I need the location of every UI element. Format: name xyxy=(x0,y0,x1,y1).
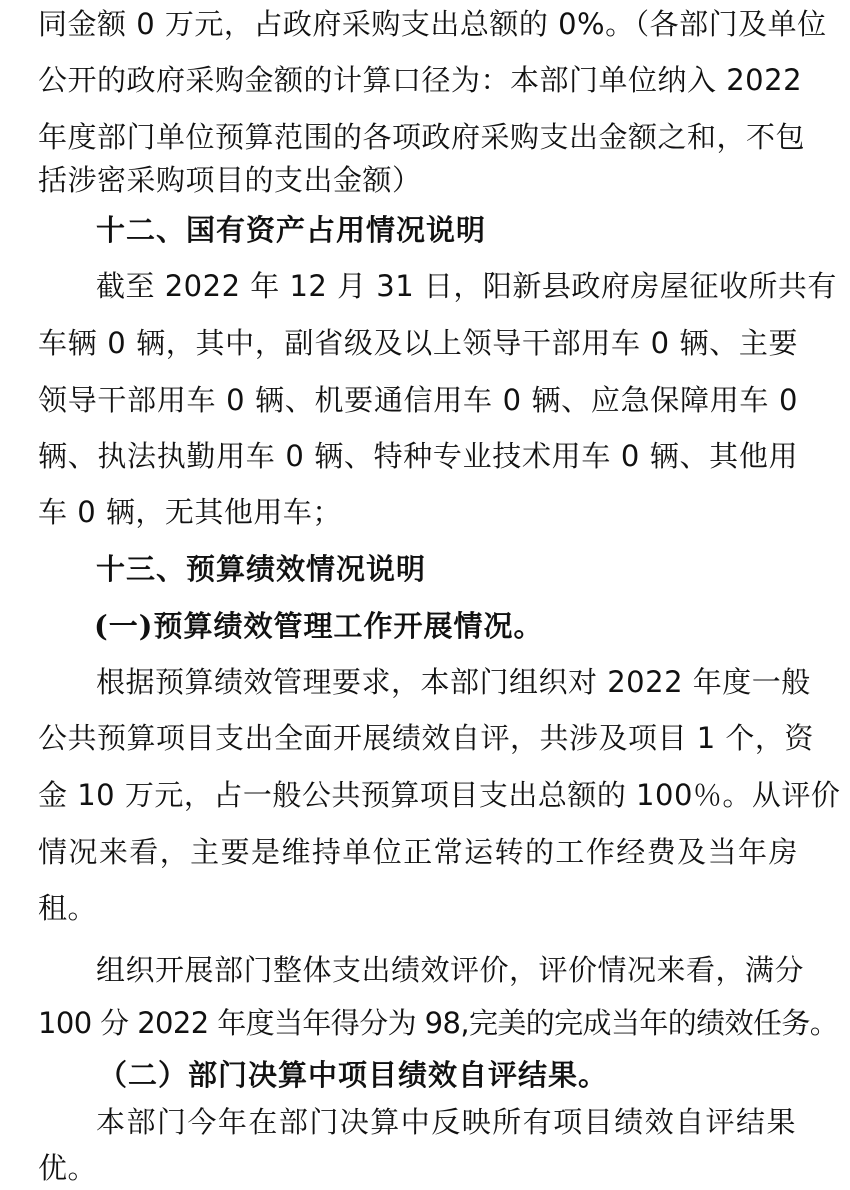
paragraph-line: 截至 2022 年 12 月 31 日，阳新县政府房屋征收所共有 xyxy=(96,269,837,303)
paragraph-line: 100 分 2022 年度当年得分为 98,完美的完成当年的绩效任务。 xyxy=(38,1006,839,1040)
paragraph-line: 本部门今年在部门决算中反映所有项目绩效自评结果 xyxy=(96,1105,796,1139)
paragraph-line: 领导干部用车 0 辆、机要通信用车 0 辆、应急保障用车 0 xyxy=(38,383,798,417)
paragraph-line: 组织开展部门整体支出绩效评价，评价情况来看，满分 xyxy=(96,953,805,987)
paragraph-line: 车 0 辆，无其他用车； xyxy=(38,495,342,529)
section-heading-12: 十二、国有资产占用情况说明 xyxy=(96,213,487,247)
paragraph-line: 公开的政府采购金额的计算口径为：本部门单位纳入 2022 xyxy=(38,63,803,97)
paragraph-line: 同金额 0 万元，占政府采购支出总额的 0%。（各部门及单位 xyxy=(38,7,827,41)
paragraph-line: 优。 xyxy=(38,1151,98,1185)
paragraph-line: 租。 xyxy=(38,891,98,925)
paragraph-line: 年度部门单位预算范围的各项政府采购支出金额之和，不包 xyxy=(38,120,806,154)
paragraph-line: 公共预算项目支出全面开展绩效自评，共涉及项目 1 个，资 xyxy=(38,721,814,755)
paragraph-line: 辆、执法执勤用车 0 辆、特种专业技术用车 0 辆、其他用 xyxy=(38,439,798,473)
paragraph-line: 括涉密采购项目的支出金额） xyxy=(38,163,422,197)
subsection-heading-2: （二）部门决算中项目绩效自评结果。 xyxy=(98,1058,609,1092)
paragraph-line: 车辆 0 辆，其中，副省级及以上领导干部用车 0 辆、主要 xyxy=(38,326,798,360)
section-heading-13: 十三、预算绩效情况说明 xyxy=(96,552,427,586)
paragraph-line: 情况来看，主要是维持单位正常运转的工作经费及当年房 xyxy=(38,835,798,869)
paragraph-line: 金 10 万元，占一般公共预算项目支出总额的 100％。从评价 xyxy=(38,778,841,812)
paragraph-line: 根据预算绩效管理要求，本部门组织对 2022 年度一般 xyxy=(96,665,811,699)
subsection-heading-1: (一)预算绩效管理工作开展情况。 xyxy=(94,609,544,643)
